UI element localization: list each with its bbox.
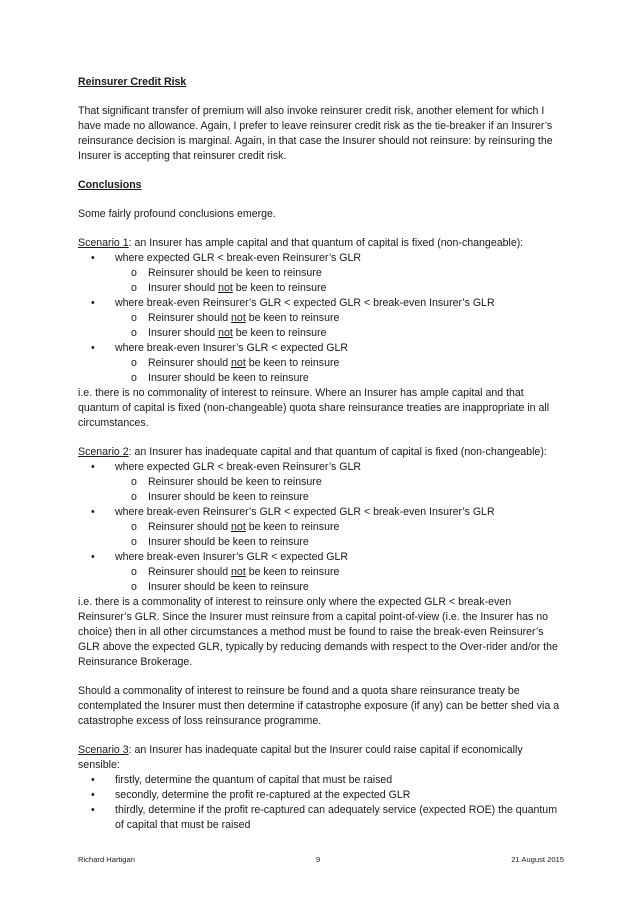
sub-list-item: o Insurer should be keen to reinsure [131,491,309,503]
list-item: • where expected GLR < break-even Reinsurer’s GLR [91,252,362,264]
footer-page-number: 9 [316,855,321,864]
paragraph-credit-risk: That significant transfer of premium will also invoke reinsurer credit risk, another element for which I have made no allowance. Again, I prefer to leave reinsurer credit risk as the tie-breaker if an Insurer’s reinsurance decision is marginal. Again, in that case the Insurer should not reinsure: by reinsuring the Insurer is accepting that reinsurer credit risk. [78,105,553,162]
bullet-icon: • [91,789,95,801]
sub-list-item: o Reinsurer should be keen to reinsure [131,476,322,488]
sub-bullet-icon: o [131,372,137,384]
sub-bullet-icon: o [131,491,137,503]
sub-bullet-icon: o [131,357,137,369]
sub-list-item: o Insurer should be keen to reinsure [131,536,309,548]
bullet-icon: • [91,551,95,563]
list-item: • thirdly, determine if the profit re-captured can adequately service (expected ROE) the quantum of capital that must be raised [91,804,558,831]
sub-bullet-icon: o [131,566,137,578]
list-item: • where break-even Insurer’s GLR < expected GLR [91,551,349,563]
sub-bullet-icon: o [131,536,137,548]
sub-bullet-icon: o [131,267,137,279]
sub-list-item: o Insurer should be keen to reinsure [131,372,309,384]
bullet-icon: • [91,252,95,264]
footer-date: 21 August 2015 [511,855,564,864]
bullet-icon: • [91,297,95,309]
sub-list-item: o Reinsurer should not be keen to reinsure [131,357,340,369]
scenario-2-catastrophe-paragraph: Should a commonality of interest to reinsure be found and a quota share reinsurance treaty be contemplated the Insurer must then determine if catastrophe exposure (if any) can be better shed via a catastrophe excess of loss reinsurance programme. [78,685,560,727]
scenario-1-summary: i.e. there is no commonality of interest to reinsure. Where an Insurer has ample capital and that quantum of capital is fixed (non-changeable) quota share reinsurance treaties are inappropriate in all circumstances. [78,387,550,429]
scenario-1-label: Scenario 1 [78,237,129,249]
sub-list-item: o Insurer should be keen to reinsure [131,581,309,593]
sub-list-item: o Reinsurer should not be keen to reinsure [131,521,340,533]
bullet-icon: • [91,774,95,786]
sub-bullet-icon: o [131,327,137,339]
scenario-2-intro: Scenario 2: an Insurer has inadequate capital and that quantum of capital is fixed (non-changeable): [78,446,547,458]
bullet-icon: • [91,342,95,354]
sub-list-item: o Insurer should not be keen to reinsure [131,327,327,339]
list-item: • secondly, determine the profit re-captured at the expected GLR [91,789,411,801]
sub-bullet-icon: o [131,476,137,488]
scenario-3-intro: Scenario 3: an Insurer has inadequate capital but the Insurer could raise capital if economically sensible: [78,744,523,771]
sub-bullet-icon: o [131,521,137,533]
page-content [78,75,564,833]
sub-bullet-icon: o [131,312,137,324]
bullet-icon: • [91,461,95,473]
list-item: • where break-even Reinsurer’s GLR < expected GLR < break-even Insurer’s GLR [91,506,495,518]
sub-list-item: o Insurer should not be keen to reinsure [131,282,327,294]
sub-bullet-icon: o [131,282,137,294]
bullet-icon: • [91,506,95,518]
section-heading-conclusions: Conclusions [78,179,142,191]
list-item: • where break-even Reinsurer’s GLR < expected GLR < break-even Insurer’s GLR [91,297,495,309]
paragraph-conclusions-intro: Some fairly profound conclusions emerge. [78,208,276,220]
sub-list-item: o Reinsurer should not be keen to reinsure [131,312,340,324]
section-heading-credit-risk: Reinsurer Credit Risk [78,76,187,88]
scenario-2-label: Scenario 2 [78,446,129,458]
scenario-3-label: Scenario 3 [78,744,129,756]
list-item: • where break-even Insurer’s GLR < expected GLR [91,342,349,354]
list-item: • firstly, determine the quantum of capital that must be raised [91,774,393,786]
scenario-1-intro: Scenario 1: an Insurer has ample capital and that quantum of capital is fixed (non-changeable): [78,237,524,249]
footer-author: Richard Hartigan [78,855,135,864]
sub-bullet-icon: o [131,581,137,593]
list-item: • where expected GLR < break-even Reinsurer’s GLR [91,461,362,473]
scenario-2-summary: i.e. there is a commonality of interest to reinsure only where the expected GLR < break-even Reinsurer’s GLR. Since the Insurer must reinsure from a capital point-of-view (i.e. the Insurer has no choice) then in all other circumstances a method must be found to raise the break-even Reinsurer’s GLR above the expected GLR, typically by reducing demands with respect to the Over-rider and/or the Reinsurance Brokerage. [78,596,558,668]
sub-list-item: o Reinsurer should be keen to reinsure [131,267,322,279]
sub-list-item: o Reinsurer should not be keen to reinsure [131,566,340,578]
bullet-icon: • [91,804,95,816]
